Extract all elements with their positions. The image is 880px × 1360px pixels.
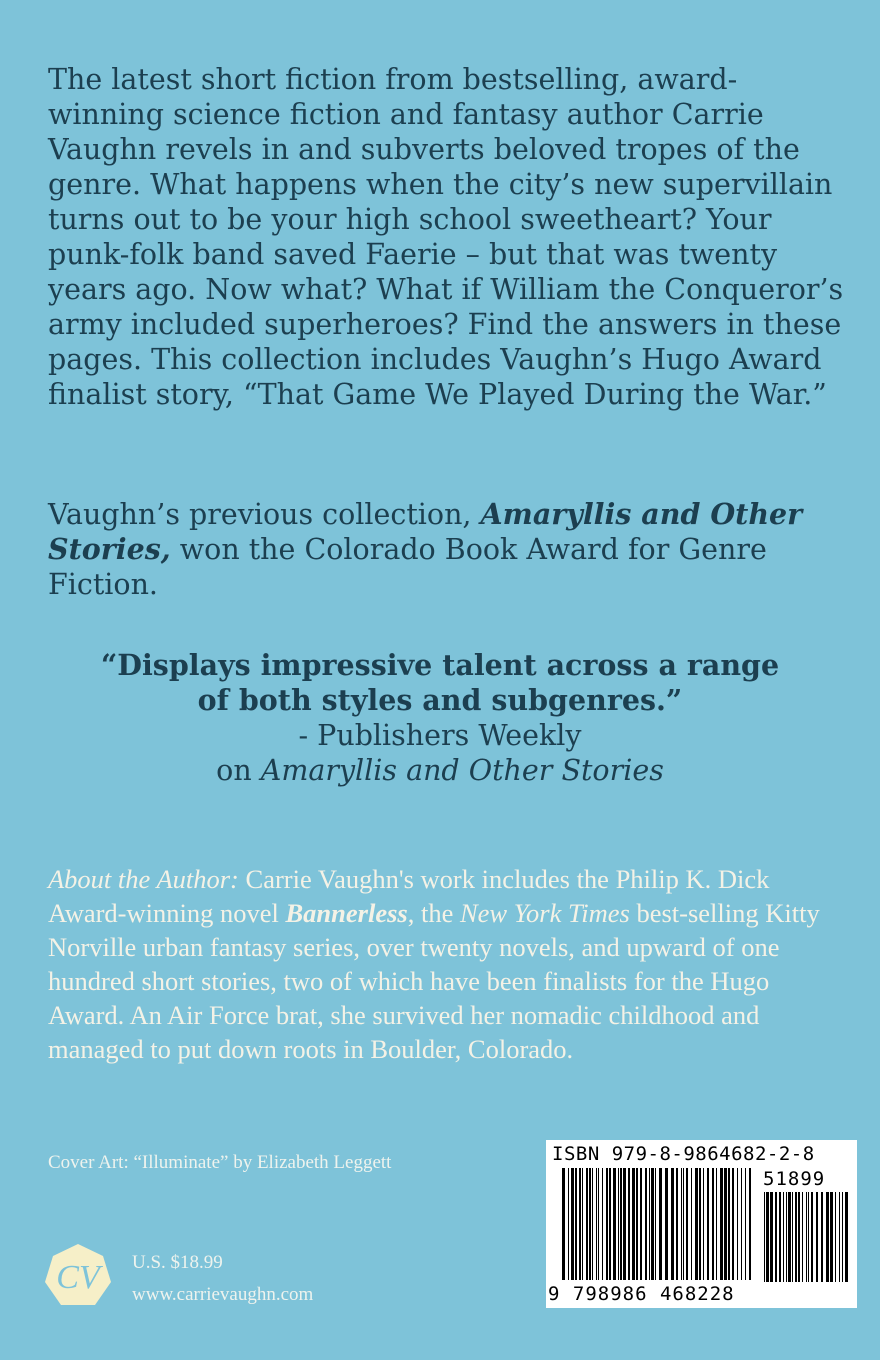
barcode-bar xyxy=(792,1192,793,1282)
quote-line-1: “Displays impressive talent across a range xyxy=(100,648,780,682)
barcode-bar xyxy=(779,1192,781,1282)
barcode-bar xyxy=(707,1168,709,1280)
barcode-bar xyxy=(645,1168,647,1280)
barcode-bar xyxy=(691,1168,692,1280)
barcode-bar xyxy=(695,1168,698,1280)
ean-barcode xyxy=(562,1168,756,1286)
previous-title: Amaryllis and Other Stories, xyxy=(48,497,803,566)
barcode-bar xyxy=(620,1168,622,1280)
about-part-1: Carrie Vaughn's work includes the Philip K. Dick Award-winning novel xyxy=(48,864,770,928)
about-part-2: , the xyxy=(407,898,460,928)
previous-tail: won the Colorado Book Award for Genre Fiction. xyxy=(48,533,767,601)
barcode-bar xyxy=(703,1168,704,1280)
barcode-bar xyxy=(659,1168,662,1280)
barcode-bar xyxy=(606,1168,608,1280)
addon-barcode xyxy=(764,1192,852,1282)
barcode-bar xyxy=(602,1168,603,1280)
barcode-bar xyxy=(806,1192,807,1282)
about-novel: Bannerless xyxy=(285,898,408,928)
ean-digits: 9 798986 468228 xyxy=(548,1283,735,1305)
barcode-bar xyxy=(589,1168,591,1280)
barcode-bar xyxy=(786,1192,787,1282)
barcode-bar xyxy=(741,1168,742,1280)
barcode-bar xyxy=(795,1192,797,1282)
barcode-bar xyxy=(766,1192,769,1282)
quote-source: - Publishers Weekly xyxy=(298,719,582,752)
review-quote xyxy=(0,648,880,788)
barcode-bar xyxy=(826,1192,829,1282)
barcode-bar xyxy=(842,1192,843,1282)
barcode-bar xyxy=(720,1168,723,1280)
barcode-bar xyxy=(613,1168,616,1280)
barcode-bar xyxy=(712,1168,714,1280)
barcode-bar xyxy=(835,1192,836,1282)
about-paper: New York Times xyxy=(459,898,630,928)
cover-art-credit: Cover Art: “Illuminate” by Elizabeth Leggett xyxy=(48,1152,392,1173)
barcode-bar xyxy=(788,1192,791,1282)
barcode-bar xyxy=(568,1168,569,1280)
barcode-bar xyxy=(655,1168,656,1280)
barcode-bar xyxy=(598,1168,599,1280)
isbn-number: ISBN 979-8-9864682-2-8 xyxy=(552,1143,815,1165)
barcode-bar xyxy=(582,1168,583,1280)
barcode-bar xyxy=(775,1192,777,1282)
blurb-paragraph: The latest short fiction from bestselling, award-winning science fiction and fantasy author Carrie Vaughn revels in and subverts beloved tropes of the genre. What happens when the city’s new supervillain turns out to be your high school sweetheart? Your punk-folk band saved Faerie – but that was twenty years ago. Now what? What if William the Conqueror’s army included superheroes? Find the answers in these pages. This collection includes Vaughn’s Hugo Award finalist story, “That Game We Played During the War.” xyxy=(48,63,844,411)
barcode-bar xyxy=(683,1168,684,1280)
barcode-bar xyxy=(651,1168,654,1280)
barcode-bar xyxy=(783,1192,784,1282)
previous-collection-paragraph xyxy=(48,497,838,602)
barcode-bar xyxy=(596,1168,597,1280)
barcode-bar xyxy=(649,1168,650,1280)
barcode-bar xyxy=(686,1168,688,1280)
barcode-bar xyxy=(728,1168,730,1280)
barcode-bar xyxy=(699,1168,701,1280)
quote-on-line xyxy=(0,753,880,788)
previous-lead: Vaughn’s previous collection, xyxy=(48,498,481,531)
barcode-bar xyxy=(821,1192,823,1282)
barcode-bar xyxy=(665,1168,668,1280)
barcode-bar xyxy=(671,1168,674,1280)
barcode-bar xyxy=(571,1168,574,1280)
barcode-bar xyxy=(716,1168,717,1280)
cv-logo-icon xyxy=(43,1242,113,1312)
barcode-bar xyxy=(562,1168,565,1280)
barcode-bar xyxy=(808,1192,809,1282)
barcode-bar xyxy=(802,1192,803,1282)
price-addon-number: 51899 xyxy=(763,1168,826,1190)
price-label: U.S. $18.99 xyxy=(132,1252,223,1273)
barcode-bar xyxy=(816,1192,818,1282)
barcode-bar xyxy=(732,1168,734,1280)
barcode-bar xyxy=(745,1168,746,1280)
about-part-3: best-selling Kitty Norville urban fantasy series, over twenty novels, and upward of one hundred short stories, two of which have been finalists for the Hugo Award. An Air Force brat, she survived her nomadic childhood and managed to put down roots in Boulder, Colorado. xyxy=(48,898,820,1064)
barcode-bar xyxy=(770,1192,773,1282)
barcode-bar xyxy=(632,1168,635,1280)
barcode-bar xyxy=(628,1168,630,1280)
logo-letters: CV xyxy=(56,1259,100,1296)
barcode-bar xyxy=(764,1192,765,1282)
quote-on-prefix: on xyxy=(216,754,261,787)
about-author-paragraph xyxy=(48,862,838,1066)
barcode-bar xyxy=(839,1192,840,1282)
barcode-bar xyxy=(579,1168,581,1280)
barcode-bar xyxy=(830,1192,833,1282)
barcode-bar xyxy=(592,1168,593,1280)
quote-line-2: of both styles and subgenres.” xyxy=(197,683,683,717)
barcode-bar xyxy=(575,1168,577,1280)
barcode-bar xyxy=(798,1192,800,1282)
barcode-bar xyxy=(724,1168,727,1280)
barcode-bar xyxy=(636,1168,638,1280)
barcode-bar xyxy=(737,1168,738,1280)
quote-on-title: Amaryllis and Other Stories xyxy=(260,754,664,787)
website-link[interactable]: www.carrievaughn.com xyxy=(132,1284,314,1305)
barcode-bar xyxy=(681,1168,682,1280)
barcode-bar xyxy=(845,1192,848,1282)
barcode-bar xyxy=(640,1168,642,1280)
barcode-bar xyxy=(749,1168,751,1280)
barcode-bar xyxy=(609,1168,611,1280)
about-label: About the Author: xyxy=(48,864,239,894)
barcode-bar xyxy=(586,1168,588,1280)
barcode-bar xyxy=(623,1168,626,1280)
barcode-bar xyxy=(618,1168,619,1280)
barcode-bar xyxy=(811,1192,813,1282)
barcode-bar xyxy=(676,1168,678,1280)
